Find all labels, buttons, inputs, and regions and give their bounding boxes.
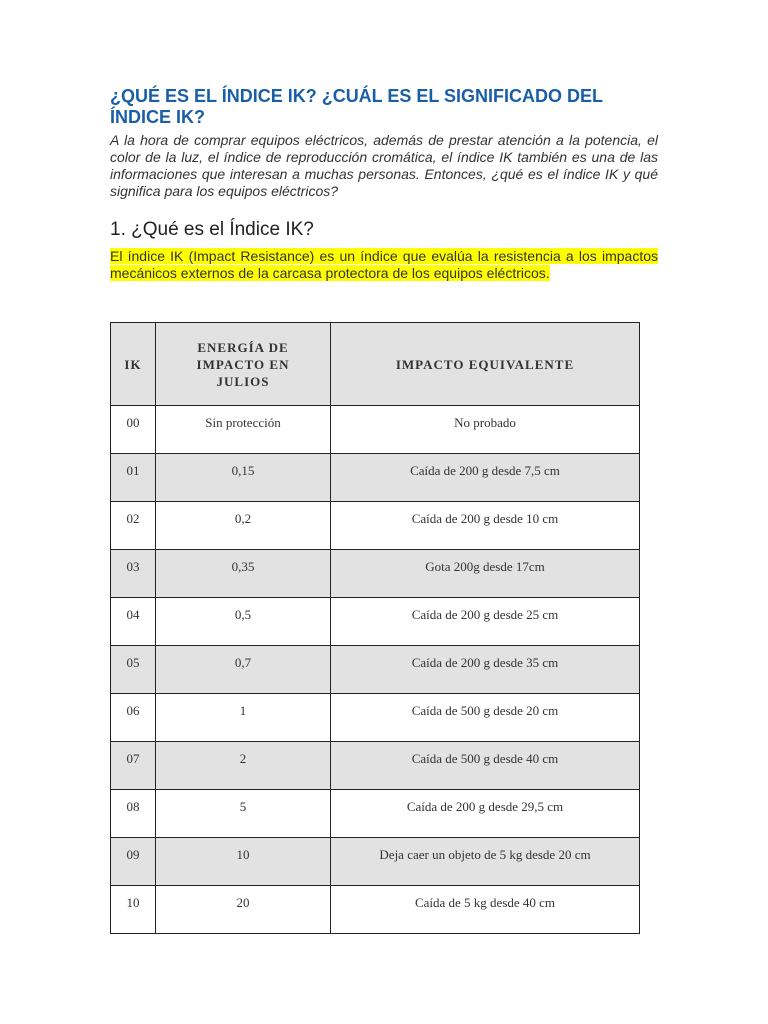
cell-ik: 09: [111, 838, 156, 886]
cell-ik: 10: [111, 886, 156, 934]
highlighted-definition: El índice IK (Impact Resistance) es un índice que evalúa la resistencia a los impactos mecánicos externos de la carcasa protectora de los equipos eléctricos.: [110, 248, 658, 281]
cell-equivalent: Caída de 500 g desde 20 cm: [331, 694, 640, 742]
cell-equivalent: Caída de 200 g desde 29,5 cm: [331, 790, 640, 838]
header-equivalent: IMPACTO EQUIVALENTE: [331, 323, 640, 406]
section-heading: 1. ¿Qué es el Índice IK?: [110, 219, 314, 240]
cell-ik: 06: [111, 694, 156, 742]
cell-equivalent: Caída de 5 kg desde 40 cm: [331, 886, 640, 934]
cell-energy: 2: [156, 742, 331, 790]
page-title: ¿QUÉ ES EL ÍNDICE IK? ¿CUÁL ES EL SIGNIFICADO DEL ÍNDICE IK?: [110, 86, 603, 127]
definition-paragraph: [110, 248, 658, 282]
cell-ik: 00: [111, 406, 156, 454]
cell-equivalent: No probado: [331, 406, 640, 454]
cell-energy: 0,35: [156, 550, 331, 598]
cell-energy: 1: [156, 694, 331, 742]
table-row: [111, 406, 640, 454]
cell-equivalent: Caída de 200 g desde 25 cm: [331, 598, 640, 646]
cell-ik: 05: [111, 646, 156, 694]
cell-ik: 03: [111, 550, 156, 598]
table-row: [111, 598, 640, 646]
cell-ik: 01: [111, 454, 156, 502]
cell-energy: 10: [156, 838, 331, 886]
document-page: [110, 86, 658, 282]
table-row: [111, 742, 640, 790]
cell-ik: 02: [111, 502, 156, 550]
cell-energy: 5: [156, 790, 331, 838]
table-header-row: [111, 323, 640, 406]
table-row: [111, 838, 640, 886]
cell-ik: 04: [111, 598, 156, 646]
cell-equivalent: Gota 200g desde 17cm: [331, 550, 640, 598]
cell-ik: 07: [111, 742, 156, 790]
table-row: [111, 694, 640, 742]
cell-energy: 20: [156, 886, 331, 934]
cell-energy: Sin protección: [156, 406, 331, 454]
table-row: [111, 646, 640, 694]
cell-equivalent: Caída de 500 g desde 40 cm: [331, 742, 640, 790]
header-energy: ENERGÍA DE IMPACTO EN JULIOS: [156, 323, 331, 406]
table-row: [111, 790, 640, 838]
header-ik: IK: [111, 323, 156, 406]
cell-energy: 0,7: [156, 646, 331, 694]
cell-ik: 08: [111, 790, 156, 838]
table-row: [111, 550, 640, 598]
table-row: [111, 886, 640, 934]
cell-energy: 0,15: [156, 454, 331, 502]
ik-table: [110, 322, 640, 934]
cell-energy: 0,5: [156, 598, 331, 646]
cell-equivalent: Caída de 200 g desde 7,5 cm: [331, 454, 640, 502]
intro-paragraph: A la hora de comprar equipos eléctricos, además de prestar atención a la potencia, el color de la luz, el índice de reproducción cromática, el índice IK también es una de las informaciones que interesan a muchas personas. Entonces, ¿qué es el índice IK y qué significa para los equipos eléctricos?: [110, 132, 658, 199]
cell-equivalent: Caída de 200 g desde 10 cm: [331, 502, 640, 550]
table-row: [111, 454, 640, 502]
cell-equivalent: Deja caer un objeto de 5 kg desde 20 cm: [331, 838, 640, 886]
cell-equivalent: Caída de 200 g desde 35 cm: [331, 646, 640, 694]
cell-energy: 0,2: [156, 502, 331, 550]
table-row: [111, 502, 640, 550]
